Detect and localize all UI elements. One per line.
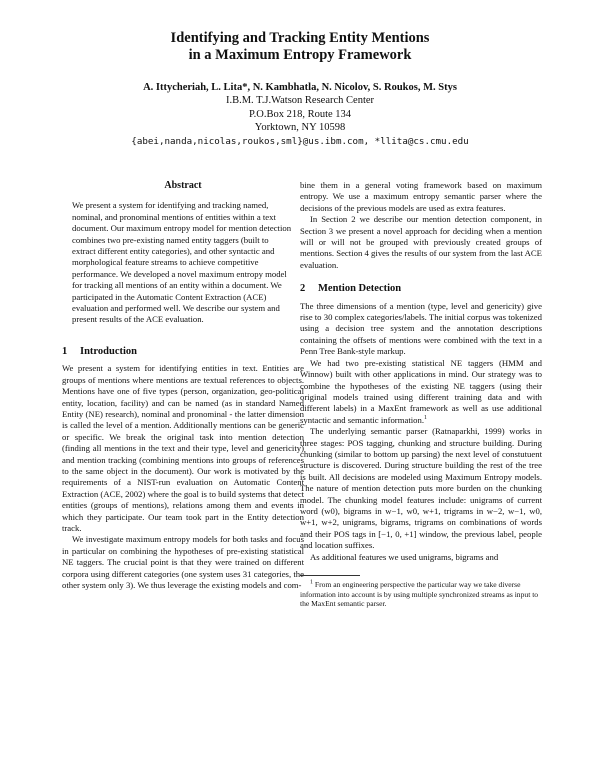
intro-paragraph-2: We investigate maximum entropy models for both tasks and focus in particular on combining the hypotheses of pre-existing statistical NE taggers. The crucial point is that they were trained on different corpora using different categories (one system uses 31 categories, the other system only 3). We thus leverage the existing models and com- <box>62 534 304 590</box>
footnote-marker: 1 <box>424 414 428 421</box>
mention-paragraph-3: The underlying semantic parser (Ratnaparkhi, 1999) works in three stages: POS tagging, chunking and structure building. During chunking (similar to bottom up parsing) the next level of constutuent structure is discovered. During structure building the rest of the tree is built. All decisions are modeled using Maximum Entropy models. The nature of mention detection puts more burden on the chunking model. The chunking model features include: unigrams of current word (w0), bigrams in w−1, w0, w+1, trigrams in w−2, w−1, w0, w+1, w+2, unigrams, bigrams, trigrams on combinations of words and their POS tags in [−1, 0, +1] window, the previous label, people and location suffixes. <box>300 426 542 551</box>
author-list: A. Ittycheriah, L. Lita*, N. Kambhatla, N. Nicolov, S. Roukos, M. Stys <box>143 82 457 93</box>
section-heading-mention-detection <box>300 283 542 294</box>
footnote-text: From an engineering perspective the particular way we take diverse information into account is by using multiple synchronized streams as input to the MaxEnt semantic parser. <box>300 580 539 609</box>
mention-paragraph-4: As additional features we used unigrams, bigrams and <box>310 551 499 562</box>
section-number: 2 <box>300 283 306 295</box>
section-number: 1 <box>62 345 68 357</box>
affiliation-line-1: I.B.M. T.J.Watson Research Center <box>225 95 375 106</box>
paper-title <box>60 30 540 64</box>
section-title: Mention Detection <box>318 283 402 295</box>
mention-paragraph-1: The three dimensions of a mention (type, level and genericity) give rise to 30 complex categories/labels. The initial corpus was tokenized using a decision tree system and the annotation descriptions containing the offsets of mentions were combined with the text in a Penn Tree Bank-style markup. <box>300 300 542 357</box>
title-line-1: Identifying and Tracking Entity Mentions <box>170 30 430 46</box>
footnote-number: 1 <box>310 579 313 586</box>
mention-paragraph-2-text: We had two pre-existing statistical NE taggers (HMM and Winnow) built with other applications in mind. Our strategy was to combine the hypotheses of the existing NE taggers (using their original models trained using different training data and with different labels) in a MaxEnt framework as well as use additional syntactic and semantic information. <box>300 357 542 425</box>
right-column <box>300 180 542 609</box>
section-title: Introduction <box>80 345 137 357</box>
title-line-2: in a Maximum Entropy Framework <box>188 47 412 63</box>
abstract-block <box>72 200 292 325</box>
left-column <box>62 180 304 591</box>
affiliation <box>40 94 560 148</box>
author-emails: {abei,nanda,nicolas,roukos,sml}@us.ibm.com, *llita@cs.cmu.edu <box>131 135 469 147</box>
intro-paragraph-3: In Section 2 we describe our mention detection component, in Section 3 we present a novel approach for deciding when a mention will or will not be grouped with previously created groups of mentions. Section 4 gives the results of our system from the last ACE evaluation. <box>300 214 542 270</box>
affiliation-line-2: P.O.Box 218, Route 134 <box>248 108 352 120</box>
footnote <box>300 580 542 609</box>
section-heading-introduction <box>62 346 304 357</box>
abstract-text: We present a system for identifying and tracking named, nominal, and pronominal mentions of entities within a text document. Our maximum entropy model for mention detection combines two pre-existing named entity taggers (built to extract different entity categories), and other syntactic and morphological feature streams to achieve competitive performance. We developed a novel maximum entropy model for tracking all mentions of an entity within a document. We participated in the Automatic Content Extraction (ACE) evaluation and performed well. We describe our system and present results of the ACE evaluation. <box>72 200 292 325</box>
affiliation-line-3: Yorktown, NY 10598 <box>254 122 346 133</box>
footnote-divider <box>300 575 360 576</box>
mention-paragraph-2 <box>300 358 542 426</box>
intro-continuation: bine them in a general voting framework based on maximum entropy. We use a maximum entropy semantic parser where the decisions of the previous models are used as extra features. <box>300 180 542 213</box>
abstract-heading: Abstract <box>164 180 202 191</box>
intro-paragraph-1: We present a system for identifying entities in text. Entities are groups of mentions where mentions are textual references to objects. Mentions have one of five types (person, organization, geo-political entity, location, facility) and can be named (as in standard Named Entity (NE) research), nominal and pronominal - the latter dimension is called the level of a mention. Additionally mentions can be generic or specific. We break the original task into mention detection (finding all mentions in the text and their type, level and genericity) and mention tracking (combining mentions into groups of references to the same object in the document). Our work is motivated by the requirements of a NIST-run evaluation on Automatic Content Extraction (ACE, 2002) where the goal is to build systems that detect entities (groups of mentions), relations among them and events in which they participate. Our team took part in the Entity detection track. <box>62 363 304 533</box>
